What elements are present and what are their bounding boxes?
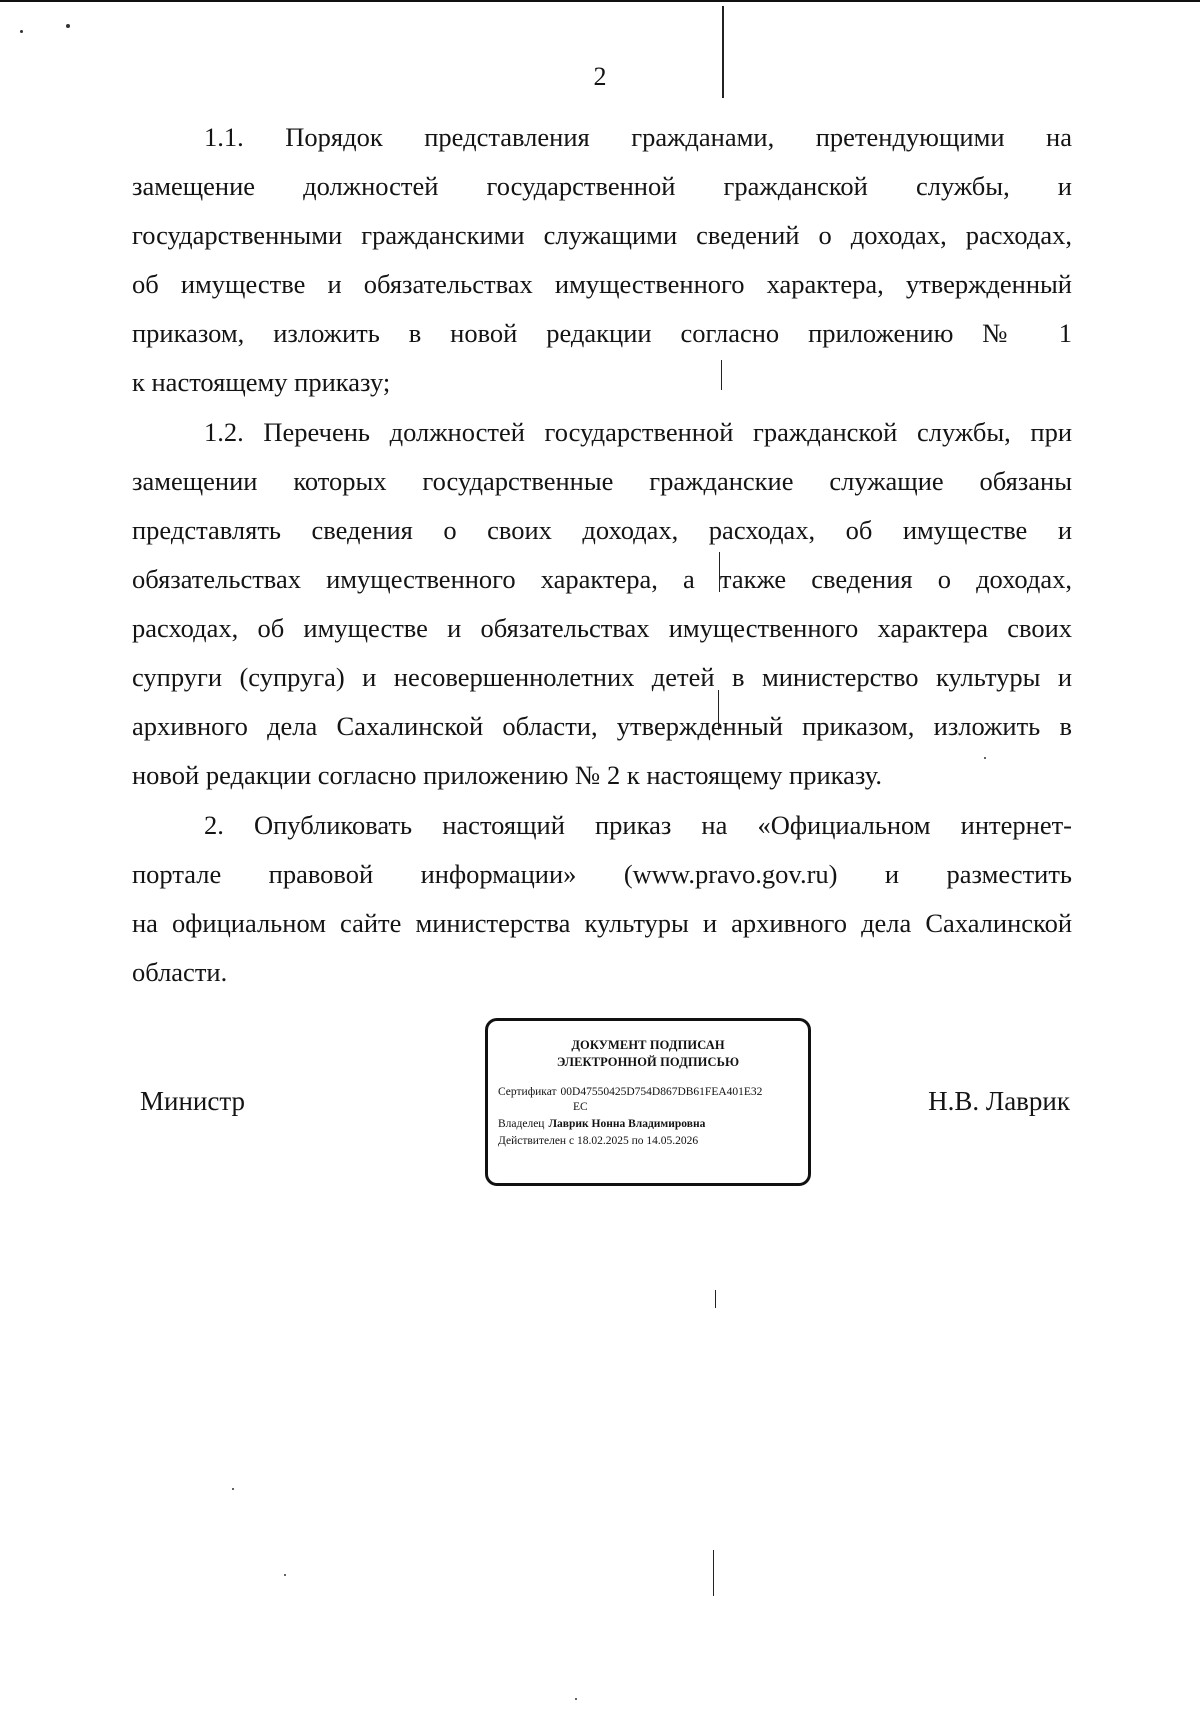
stamp-validity: Действителен с 18.02.2025 по 14.05.2026 (498, 1135, 699, 1147)
paragraph-1-1 (132, 113, 1072, 407)
scan-speck (575, 1698, 577, 1700)
stamp-title-line: ДОКУМЕНТ ПОДПИСАН (571, 1038, 725, 1052)
stamp-owner-value: Лаврик Нонна Владимировна (548, 1118, 706, 1130)
text-line: представлять сведения о своих доходах, расходах, об имуществе и (132, 515, 1072, 545)
scan-speck (66, 24, 70, 28)
text-line: замещение должностей государственной гражданской службы, и (132, 171, 1072, 201)
stamp-certificate (498, 1085, 798, 1115)
text-line: замещении которых государственные гражданские служащие обязаны (132, 466, 1072, 496)
text-line: приказом, изложить в новой редакции согласно приложению № 1 (132, 318, 1072, 348)
text-line: портале правовой информации» (www.pravo.gov.ru) и разместить (132, 859, 1072, 889)
text-line: супруги (супруга) и несовершеннолетних детей в министерство культуры и (132, 662, 1072, 692)
electronic-signature-stamp (485, 1018, 811, 1186)
scan-fold-line (715, 1290, 716, 1308)
page-number: 2 (593, 62, 607, 91)
paragraph-1-2 (132, 408, 1072, 800)
scan-fold-line (713, 1550, 714, 1596)
stamp-certificate-label: Сертификат (498, 1086, 557, 1098)
scan-speck (232, 1488, 234, 1490)
stamp-certificate-value: 00D47550425D754D867DB61FEA401E32 (560, 1086, 763, 1098)
stamp-owner (498, 1117, 798, 1132)
stamp-owner-label: Владелец (498, 1118, 545, 1130)
text-line: к настоящему приказу; (132, 367, 391, 397)
text-line: 1.1. Порядок представления гражданами, претендующими на (204, 122, 1072, 152)
scan-speck (20, 30, 23, 33)
text-line: области. (132, 957, 228, 987)
text-line: расходах, об имуществе и обязательствах имущественного характера своих (132, 613, 1072, 643)
text-line: обязательствах имущественного характера, а также сведения о доходах, (132, 564, 1072, 594)
text-line: новой редакции согласно приложению № 2 к настоящему приказу. (132, 760, 882, 790)
text-line: на официальном сайте министерства культуры и архивного дела Сахалинской (132, 908, 1072, 938)
text-line: архивного дела Сахалинской области, утвержденный приказом, изложить в (132, 711, 1072, 741)
text-line: об имуществе и обязательствах имущественного характера, утвержденный (132, 269, 1072, 299)
scan-edge (0, 0, 1200, 2)
signatory-name: Н.В. Лаврик (928, 1086, 1070, 1116)
scan-speck (284, 1574, 286, 1576)
text-line: 2. Опубликовать настоящий приказ на «Официальном интернет- (204, 810, 1072, 840)
stamp-certificate-value-tail: EC (573, 1101, 588, 1113)
paragraph-2 (132, 801, 1072, 997)
signature-block (0, 1018, 1200, 1188)
signatory-position: Министр (140, 1086, 245, 1116)
text-line: 1.2. Перечень должностей государственной гражданской службы, при (204, 417, 1072, 447)
stamp-title-line: ЭЛЕКТРОННОЙ ПОДПИСЬЮ (556, 1055, 740, 1069)
text-line: государственными гражданскими служащими сведений о доходах, расходах, (132, 220, 1072, 250)
